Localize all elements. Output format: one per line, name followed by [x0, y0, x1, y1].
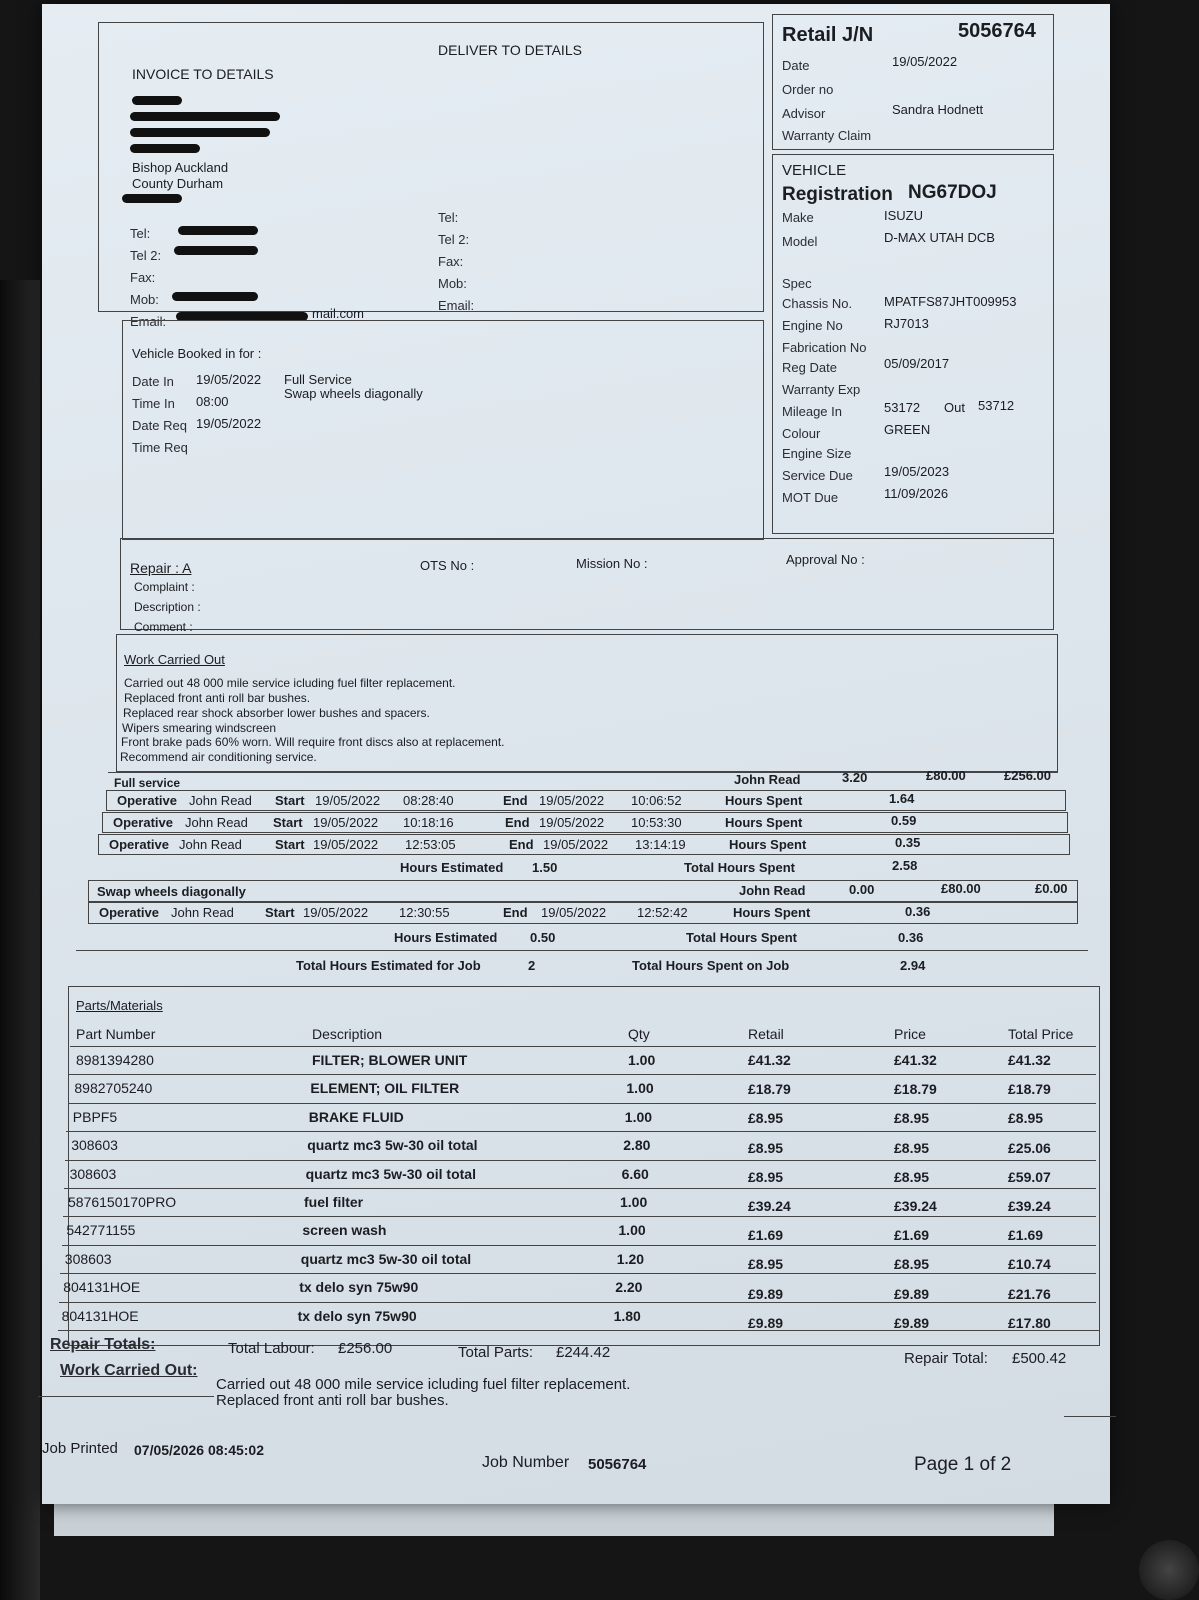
mission-label: Mission No :: [576, 556, 648, 571]
part-retail: £1.69: [748, 1227, 784, 1244]
parts-row-divider: [68, 1103, 1096, 1104]
parts-row-divider: [69, 1074, 1096, 1075]
parts-row-divider: [64, 1188, 1096, 1189]
model-label: Model: [782, 234, 818, 249]
part-number: 308603: [69, 1165, 117, 1182]
work-line: Recommend air conditioning service.: [120, 750, 317, 764]
part-retail: £41.32: [748, 1052, 791, 1068]
part-total: £1.69: [1008, 1227, 1044, 1244]
part-price: £1.69: [894, 1227, 930, 1244]
part-retail: £8.95: [748, 1168, 784, 1185]
full-tot-value: 2.58: [892, 858, 918, 873]
part-number: 542771155: [66, 1222, 136, 1239]
part-number: 8981394280: [76, 1052, 154, 1068]
part-qty: 1.20: [616, 1250, 645, 1267]
part-qty: 1.00: [620, 1194, 648, 1210]
work-title: Work Carried Out: [124, 652, 225, 667]
repair-box: [120, 538, 1054, 630]
part-price: £9.89: [894, 1314, 930, 1331]
job-printed-value: 07/05/2026 08:45:02: [134, 1442, 264, 1458]
part-total: £10.74: [1008, 1256, 1051, 1273]
approval-label: Approval No :: [786, 552, 865, 567]
description-label: Description :: [134, 600, 201, 614]
part-number-header: Part Number: [76, 1026, 156, 1042]
parts-row-divider: [66, 1131, 1096, 1132]
engine-label: Engine No: [782, 318, 843, 333]
swap-header-row: Swap wheels diagonally John Read 0.00 £80.00 £0.00: [88, 880, 1078, 902]
reg-value: NG67DOJ: [908, 182, 997, 203]
colour-label: Colour: [782, 426, 821, 441]
part-number: 804131HOE: [61, 1307, 139, 1324]
parts-row-divider: [70, 1046, 1096, 1047]
part-qty: 1.00: [628, 1052, 656, 1068]
mileage-in: 53172: [884, 400, 921, 415]
swap-est-label: Hours Estimated: [394, 930, 498, 945]
spec-label: Spec: [782, 276, 812, 291]
retail-header: Retail: [748, 1026, 784, 1042]
part-qty: 2.20: [615, 1279, 643, 1296]
part-number: 308603: [64, 1250, 112, 1267]
part-retail: £39.24: [748, 1198, 791, 1214]
retail-date-label: Date: [782, 58, 810, 73]
parts-row-divider: [65, 1160, 1096, 1161]
total-price-header: Total Price: [1008, 1026, 1074, 1042]
part-price: £39.24: [894, 1198, 937, 1214]
deliver-mob-label: Mob:: [438, 276, 467, 291]
labour-divider: [108, 772, 1058, 773]
model-value: D-MAX UTAH DCB: [884, 230, 995, 245]
work-line: Carried out 48 000 mile service icluding fuel filter replacement.: [124, 676, 456, 690]
job-est-value: 2: [528, 958, 536, 973]
engine-size-label: Engine Size: [782, 446, 852, 461]
part-description: ELEMENT; OIL FILTER: [310, 1080, 460, 1097]
total-labour-label: Total Labour:: [228, 1340, 315, 1357]
make-label: Make: [782, 210, 814, 225]
invoice-title: INVOICE TO DETAILS: [132, 66, 274, 82]
part-price: £41.32: [894, 1052, 937, 1068]
advisor-label: Advisor: [782, 106, 826, 121]
date-req-value: 19/05/2022: [196, 416, 262, 431]
retail-title: Retail J/N: [782, 24, 874, 46]
redacted-tel: [178, 226, 258, 235]
invoice-county: County Durham: [132, 176, 224, 191]
part-retail: £9.89: [748, 1285, 784, 1302]
parts-box: [68, 986, 1100, 1346]
part-total: £59.07: [1008, 1168, 1051, 1185]
mot-due-value: 11/09/2026: [884, 486, 949, 501]
part-number: 8982705240: [74, 1080, 153, 1097]
booking-work-1: Full Service: [284, 372, 352, 387]
repair-label: Repair : A: [130, 560, 192, 576]
total-labour-value: £256.00: [338, 1340, 393, 1357]
parts-row-divider: [59, 1302, 1096, 1303]
part-retail: £8.95: [748, 1110, 784, 1127]
repair-totals-label: Repair Totals:: [50, 1336, 156, 1353]
complaint-label: Complaint :: [134, 580, 195, 594]
time-req-label: Time Req: [132, 440, 188, 455]
part-qty: 1.00: [626, 1080, 654, 1097]
chassis-value: MPATFS87JHT009953: [884, 294, 1017, 309]
parts-row-divider: [63, 1216, 1096, 1217]
job-printed-label: Job Printed: [42, 1440, 118, 1457]
date-in-label: Date In: [132, 374, 174, 389]
part-description: fuel filter: [304, 1194, 364, 1210]
job-spent-label: Total Hours Spent on Job: [632, 958, 790, 973]
ots-label: OTS No :: [420, 558, 475, 573]
part-description: tx delo syn 75w90: [299, 1279, 419, 1296]
engine-value: RJ7013: [884, 316, 929, 331]
redacted-line: [130, 112, 280, 121]
time-in-value: 08:00: [196, 394, 229, 409]
total-parts-label: Total Parts:: [458, 1344, 534, 1361]
part-retail: £8.95: [748, 1256, 784, 1273]
part-retail: £18.79: [748, 1081, 791, 1098]
invoice-sheet: [42, 4, 1110, 1504]
job-est-label: Total Hours Estimated for Job: [296, 958, 481, 973]
reg-label: Registration: [782, 184, 893, 205]
invoice-fax-label: Fax:: [130, 270, 156, 285]
part-price: £9.89: [894, 1285, 930, 1302]
paper-underside: [54, 1500, 1054, 1536]
colour-value: GREEN: [884, 422, 931, 437]
mileage-out-label: Out: [944, 400, 965, 415]
full-est-value: 1.50: [532, 860, 558, 875]
regdate-value: 05/09/2017: [884, 356, 950, 371]
invoice-email-label: Email:: [130, 314, 167, 329]
deliver-email-label: Email:: [438, 298, 475, 313]
part-total: £17.80: [1008, 1314, 1051, 1331]
wco-line-2: Replaced front anti roll bar bushes.: [216, 1392, 449, 1409]
part-price: £18.79: [894, 1081, 937, 1098]
chassis-label: Chassis No.: [782, 296, 853, 311]
operative-row: Operative John Read Start 19/05/2022 08:28:40 End 19/05/2022 10:06:52 Hours Spent 1.64: [106, 790, 1066, 811]
part-description: quartz mc3 5w-30 oil total: [307, 1137, 478, 1154]
part-number: 5876150170PRO: [68, 1194, 177, 1210]
part-qty: 1.80: [613, 1307, 641, 1324]
seat-background: [0, 280, 40, 1600]
operative-row: Operative John Read Start 19/05/2022 12:53:05 End 19/05/2022 13:14:19 Hours Spent 0.35: [98, 834, 1070, 855]
description-header: Description: [312, 1026, 383, 1042]
mileage-label: Mileage In: [782, 404, 842, 419]
part-description: BRAKE FLUID: [308, 1108, 404, 1125]
job-number-label: Job Number: [482, 1454, 570, 1471]
gear-knob: [1139, 1540, 1199, 1600]
parts-row-divider: [62, 1245, 1096, 1246]
repair-total-label: Repair Total:: [904, 1350, 988, 1367]
warranty-claim-label: Warranty Claim: [782, 128, 872, 143]
part-total: £8.95: [1008, 1110, 1044, 1127]
part-description: quartz mc3 5w-30 oil total: [300, 1250, 472, 1267]
labour-full-rate: £80.00: [926, 768, 966, 783]
invoice-mob-label: Mob:: [130, 292, 159, 307]
part-number: 804131HOE: [63, 1279, 141, 1296]
retail-date: 19/05/2022: [892, 54, 958, 69]
part-description: screen wash: [302, 1222, 387, 1239]
mileage-out: 53712: [978, 398, 1015, 413]
part-number: PBPF5: [72, 1108, 118, 1125]
part-price: £8.95: [894, 1256, 930, 1273]
part-retail: £9.89: [748, 1314, 784, 1331]
regdate-label: Reg Date: [782, 360, 837, 375]
job-total-divider: [76, 950, 1088, 951]
date-in-value: 19/05/2022: [196, 372, 262, 387]
deliver-title: DELIVER TO DETAILS: [438, 42, 582, 58]
work-line: Front brake pads 60% worn. Will require front discs also at replacement.: [121, 735, 505, 749]
redacted-postcode: [122, 194, 182, 203]
qty-header: Qty: [628, 1026, 650, 1042]
work-line: Wipers smearing windscreen: [122, 721, 277, 735]
part-qty: 2.80: [623, 1137, 651, 1154]
part-price: £8.95: [894, 1139, 930, 1156]
part-price: £8.95: [894, 1168, 930, 1185]
parts-row-divider: [58, 1330, 1100, 1331]
invoice-tel2-label: Tel 2:: [130, 248, 162, 263]
full-est-label: Hours Estimated: [400, 860, 504, 875]
service-due-value: 19/05/2023: [884, 464, 950, 479]
mot-due-label: MOT Due: [782, 490, 839, 505]
redacted-mob: [172, 292, 258, 301]
fab-label: Fabrication No: [782, 340, 867, 355]
job-number-value: 5056764: [588, 1456, 647, 1473]
part-description: tx delo syn 75w90: [297, 1307, 417, 1324]
part-price: £8.95: [894, 1110, 930, 1127]
part-description: FILTER; BLOWER UNIT: [312, 1052, 468, 1068]
part-number: 308603: [71, 1137, 118, 1154]
comment-label: Comment :: [134, 620, 193, 634]
redacted-tel2: [174, 246, 258, 255]
vehicle-title: VEHICLE: [782, 162, 847, 179]
part-description: quartz mc3 5w-30 oil total: [305, 1165, 476, 1182]
labour-full-total: £256.00: [1004, 768, 1051, 783]
part-qty: 1.00: [618, 1222, 646, 1239]
swap-tot-value: 0.36: [898, 930, 924, 945]
total-parts-value: £244.42: [556, 1344, 611, 1361]
advisor-value: Sandra Hodnett: [892, 102, 984, 117]
swap-tot-label: Total Hours Spent: [686, 930, 797, 945]
page-indicator: Page 1 of 2: [914, 1454, 1012, 1475]
operative-row: Operative John Read Start 19/05/2022 10:18:16 End 19/05/2022 10:53:30 Hours Spent 0.59: [102, 812, 1068, 833]
service-due-label: Service Due: [782, 468, 853, 483]
part-total: £25.06: [1008, 1139, 1051, 1156]
part-total: £39.24: [1008, 1198, 1051, 1214]
part-retail: £8.95: [748, 1139, 784, 1156]
booking-title: Vehicle Booked in for :: [132, 346, 262, 361]
work-line: Replaced rear shock absorber lower bushes and spacers.: [123, 706, 430, 720]
job-spent-value: 2.94: [900, 958, 926, 973]
price-header: Price: [894, 1026, 926, 1042]
part-total: £21.76: [1008, 1285, 1051, 1302]
parts-row-divider: [60, 1273, 1096, 1274]
make-value: ISUZU: [884, 208, 923, 223]
time-in-label: Time In: [132, 396, 175, 411]
labour-full-hours: 3.20: [842, 770, 868, 785]
part-total: £18.79: [1008, 1081, 1051, 1098]
part-qty: 6.60: [621, 1165, 649, 1182]
wco-label: Work Carried Out:: [60, 1362, 198, 1379]
redacted-line: [130, 144, 200, 153]
labour-full-name: Full service: [114, 776, 181, 790]
deliver-fax-label: Fax:: [438, 254, 464, 269]
booking-work-2: Swap wheels diagonally: [284, 386, 423, 401]
part-total: £41.32: [1008, 1052, 1051, 1068]
deliver-tel-label: Tel:: [438, 210, 459, 225]
parts-title: Parts/Materials: [76, 998, 163, 1013]
repair-total-value: £500.42: [1012, 1350, 1067, 1367]
swap-est-value: 0.50: [530, 930, 556, 945]
date-req-label: Date Req: [132, 418, 187, 433]
order-label: Order no: [782, 82, 834, 97]
invoice-town: Bishop Auckland: [132, 160, 229, 175]
totals-corner-line: [1064, 1416, 1116, 1417]
deliver-tel2-label: Tel 2:: [438, 232, 470, 247]
invoice-tel-label: Tel:: [130, 226, 151, 241]
operative-row: Operative John Read Start 19/05/2022 12:30:55 End 19/05/2022 12:52:42 Hours Spent 0.36: [88, 902, 1078, 924]
warranty-exp-label: Warranty Exp: [782, 382, 861, 397]
full-tot-label: Total Hours Spent: [684, 860, 795, 875]
redacted-name: [132, 96, 182, 105]
retail-number: 5056764: [958, 20, 1036, 42]
wco-line-1: Carried out 48 000 mile service icluding fuel filter replacement.: [216, 1376, 631, 1393]
part-qty: 1.00: [624, 1108, 653, 1125]
totals-bottom-line: [38, 1396, 214, 1397]
labour-full-tech: John Read: [734, 772, 801, 787]
work-line: Replaced front anti roll bar bushes.: [124, 691, 311, 705]
invoice-email-suffix: mail.com: [312, 306, 365, 321]
redacted-line: [130, 128, 270, 137]
